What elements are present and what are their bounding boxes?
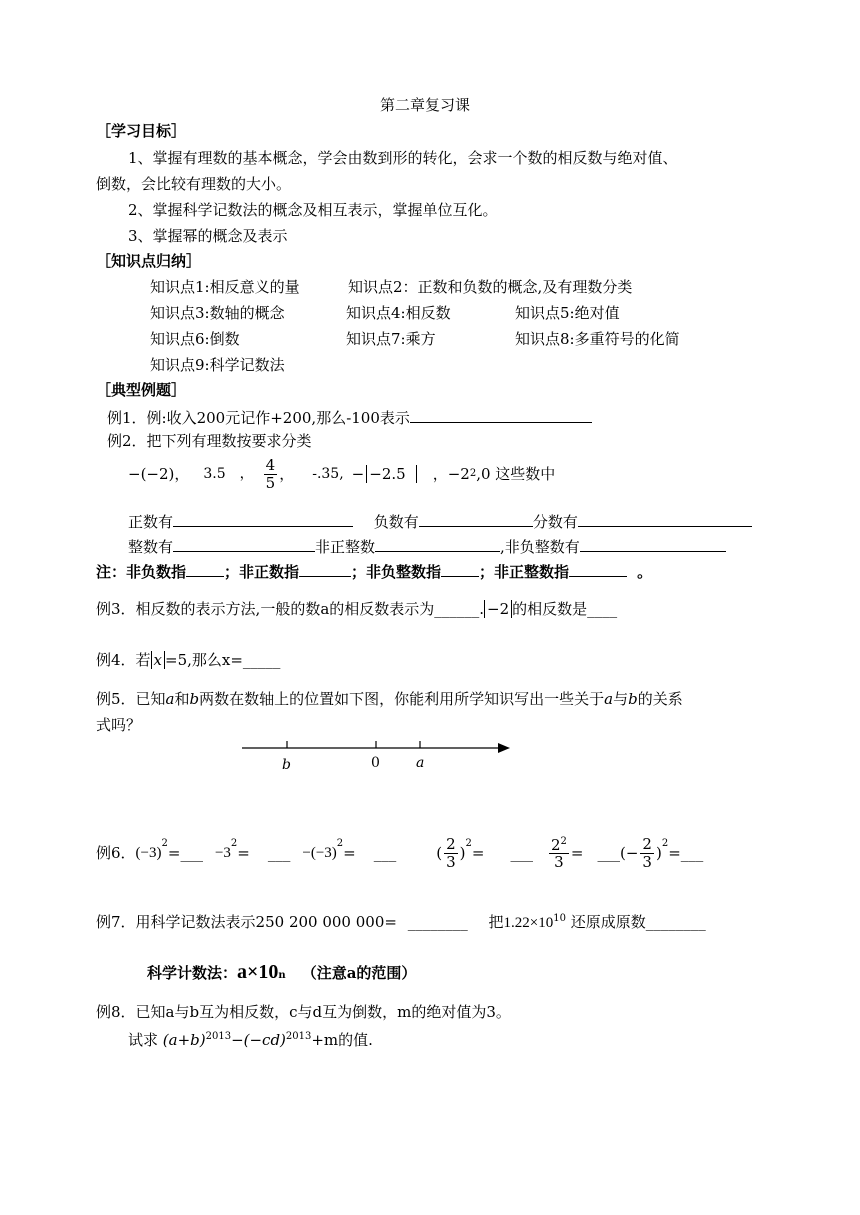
kp-4: 知识点4:相反数 bbox=[346, 304, 451, 322]
answer-blank[interactable]: ________ bbox=[407, 913, 468, 931]
negative-label: 负数有 bbox=[373, 513, 419, 531]
exponent: 2 bbox=[560, 835, 567, 847]
exponent: n bbox=[278, 970, 286, 981]
example-1-text: 例1．例:收入200元记作+200,那么-100表示 bbox=[107, 409, 410, 427]
expr-3: −(−3) bbox=[302, 845, 337, 861]
separator: ， bbox=[279, 465, 295, 483]
equals: = bbox=[570, 844, 584, 862]
absolute-value-expr: x bbox=[151, 651, 165, 669]
objective-1: 1、掌握有理数的基本概念，学会由数到形的转化，会求一个数的相反数与绝对值、 bbox=[128, 149, 678, 167]
equals: = bbox=[668, 844, 681, 862]
example-4 bbox=[96, 651, 280, 669]
expr: (a+b) bbox=[162, 1031, 206, 1049]
kp-2: 知识点2：正数和负数的概念,及有理数分类 bbox=[348, 278, 633, 296]
nonpositive-int-label: 非正整数 bbox=[315, 538, 376, 556]
fraction-two-thirds bbox=[444, 836, 458, 870]
integer-label: 整数有 bbox=[128, 538, 174, 556]
note-text: ；非正数指 bbox=[224, 563, 300, 581]
fraction-four-fifths bbox=[264, 457, 278, 491]
example-5-line-2: 式吗？ bbox=[96, 716, 142, 734]
minus: − bbox=[625, 844, 639, 862]
number-item: ,0 这些数中 bbox=[476, 465, 556, 483]
fraction-blank[interactable] bbox=[578, 512, 752, 527]
page-title: 第二章复习课 bbox=[380, 96, 471, 114]
text: 例5．已知 bbox=[96, 690, 166, 708]
kp-5: 知识点5:绝对值 bbox=[515, 304, 620, 322]
sci-notation-line bbox=[147, 960, 416, 984]
example-6: 例6． (−3) $^2$ = ___ −3 $^2$ = ___ −(−3) $^2$ = ___ ( $\frac{2}{3}$ ) $^2$ = ___ $\frac{2^2}{3}$ = ___ ( − $\frac{2}{3}$ ) $^2$ = ___ bbox=[96, 835, 704, 871]
exponent: 10 bbox=[553, 913, 566, 924]
number-item: -.35, bbox=[312, 465, 344, 482]
example-3 bbox=[96, 600, 617, 618]
objective-3: 3、掌握幂的概念及表示 bbox=[128, 227, 288, 245]
number-line-label-a: a bbox=[416, 755, 425, 771]
answer-blank[interactable]: ___ bbox=[267, 844, 291, 862]
example-6-label: 例6． bbox=[96, 844, 136, 862]
objectives-heading: ［学习目标］ bbox=[96, 122, 187, 140]
var-b: b bbox=[628, 690, 638, 708]
kp-8: 知识点8:多重符号的化简 bbox=[515, 330, 680, 348]
arrow-icon bbox=[498, 743, 510, 753]
example-3-tail: 的相反数是____ bbox=[512, 600, 618, 618]
nonnegative-int-label: ,非负整数有 bbox=[500, 538, 580, 556]
sci-note: （注意a的范围） bbox=[301, 964, 417, 982]
number-item: −(−2)， bbox=[128, 465, 190, 483]
fraction-numerator: 2 bbox=[642, 835, 652, 853]
expr-1: (−3) bbox=[135, 845, 162, 861]
text: 和 bbox=[174, 690, 190, 708]
number-line-label-b: b bbox=[282, 757, 291, 773]
fraction-numerator: 4 bbox=[265, 456, 276, 474]
example-8-line-2 bbox=[128, 1031, 373, 1049]
exponent: 2 bbox=[661, 838, 669, 849]
note-blank[interactable] bbox=[441, 562, 479, 577]
integer-blank[interactable] bbox=[173, 537, 315, 552]
number-item: 3.5 ， bbox=[203, 465, 254, 482]
note-text: ；非负整数指 bbox=[351, 563, 442, 581]
text: 两数在数轴上的位置如下图，你能利用所学知识写出一些关于 bbox=[199, 690, 605, 708]
note-text: 注：非负数指 bbox=[96, 563, 187, 581]
example-7-number: 1.22×10 bbox=[503, 915, 554, 931]
var-a: a bbox=[604, 690, 614, 708]
fraction-two-sq-over-three bbox=[549, 836, 569, 871]
text: 的关系 bbox=[637, 690, 683, 708]
exponent: 2 bbox=[230, 838, 238, 849]
example-8-line-1: 例8．已知a与b互为相反数，c与d互为倒数，m的绝对值为3。 bbox=[96, 1003, 511, 1021]
examples-heading: ［典型例题］ bbox=[96, 381, 187, 399]
example-7-text: 把 bbox=[488, 913, 504, 931]
equals: = bbox=[237, 844, 250, 862]
example-2-intro: 例2．把下列有理数按要求分类 bbox=[107, 432, 312, 450]
absolute-value-expr: −2 bbox=[484, 600, 512, 618]
equals: = bbox=[471, 844, 485, 862]
sci-formula: a×10 bbox=[237, 961, 279, 983]
exponent: 2013 bbox=[285, 1031, 312, 1042]
example-2-numbers bbox=[128, 457, 555, 491]
answer-blank[interactable]: ___ bbox=[680, 844, 704, 862]
exponent: 2 bbox=[161, 838, 168, 849]
classification-row-1 bbox=[128, 512, 752, 531]
fraction-numerator: 2 bbox=[550, 835, 561, 854]
example-3-text: 例3．相反数的表示方法,一般的数a的相反数表示为______. bbox=[96, 600, 485, 618]
exponent: 2 bbox=[469, 468, 477, 479]
kp-9: 知识点9:科学记数法 bbox=[150, 356, 285, 374]
text: +m的值. bbox=[311, 1031, 373, 1049]
example-1 bbox=[107, 408, 592, 427]
note-text: 。 bbox=[637, 563, 653, 581]
kp-1: 知识点1:相反意义的量 bbox=[150, 278, 300, 296]
nonpositive-int-blank[interactable] bbox=[375, 537, 500, 552]
var-b: b bbox=[189, 690, 200, 708]
objective-1-cont: 倒数，会比较有理数的大小。 bbox=[96, 175, 292, 193]
answer-blank[interactable] bbox=[410, 408, 592, 423]
positive-blank[interactable] bbox=[173, 512, 353, 527]
fraction-two-thirds bbox=[640, 836, 654, 870]
classification-row-2 bbox=[128, 537, 726, 556]
fraction-numerator: 2 bbox=[446, 835, 456, 853]
negative-blank[interactable] bbox=[419, 512, 533, 527]
text: 试求 bbox=[128, 1031, 163, 1049]
example-7 bbox=[96, 913, 706, 932]
fraction-label: 分数有 bbox=[532, 513, 578, 531]
expr: −(−cd) bbox=[231, 1031, 286, 1049]
number-item: − bbox=[351, 465, 365, 483]
equals: = bbox=[167, 844, 181, 862]
example-4-text: 例4．若 bbox=[96, 651, 151, 669]
example-7-text: 例7．用科学记数法表示250 200 000 000= bbox=[96, 913, 397, 931]
nonnegative-int-blank[interactable] bbox=[580, 537, 726, 552]
sci-label: 科学计数法： bbox=[147, 964, 238, 982]
answer-blank[interactable]: ___ bbox=[510, 844, 533, 862]
kp-7: 知识点7:乘方 bbox=[346, 330, 436, 348]
exponent: 2 bbox=[465, 838, 472, 849]
example-5-line-1 bbox=[96, 690, 683, 708]
answer-blank[interactable]: ___ bbox=[180, 844, 203, 862]
var-a: a bbox=[165, 690, 175, 708]
fraction-denominator: 5 bbox=[265, 473, 276, 492]
note-blank[interactable] bbox=[569, 562, 627, 577]
equals: = bbox=[343, 844, 356, 862]
example-4-text: =5,那么x=_____ bbox=[165, 651, 281, 669]
exponent: 2013 bbox=[205, 1031, 232, 1042]
fraction-denominator: 3 bbox=[642, 852, 652, 871]
example-7-tail: 还原成原数________ bbox=[570, 913, 706, 931]
kp-6: 知识点6:倒数 bbox=[150, 330, 240, 348]
answer-blank[interactable]: ___ bbox=[373, 844, 397, 862]
number-item: ，−2 bbox=[432, 465, 470, 483]
answer-blank[interactable]: ___ bbox=[597, 844, 620, 862]
fraction-denominator: 3 bbox=[446, 852, 456, 871]
number-line-label-0: 0 bbox=[371, 755, 380, 771]
expr-2: −3 bbox=[214, 845, 231, 861]
note-blank[interactable] bbox=[186, 562, 224, 577]
fraction-denominator: 3 bbox=[554, 853, 564, 871]
kp-3: 知识点3:数轴的概念 bbox=[150, 304, 285, 322]
note-text: ；非正整数指 bbox=[479, 563, 570, 581]
exponent: 2 bbox=[336, 838, 344, 849]
positive-label: 正数有 bbox=[128, 513, 174, 531]
objective-2: 2、掌握科学记数法的概念及相互表示，掌握单位互化。 bbox=[128, 201, 498, 219]
note-line bbox=[96, 562, 652, 581]
text: 与 bbox=[613, 690, 629, 708]
absolute-value-expr: −2.5 bbox=[366, 465, 416, 483]
knowledge-heading: ［知识点归纳］ bbox=[96, 252, 202, 270]
note-blank[interactable] bbox=[299, 562, 351, 577]
